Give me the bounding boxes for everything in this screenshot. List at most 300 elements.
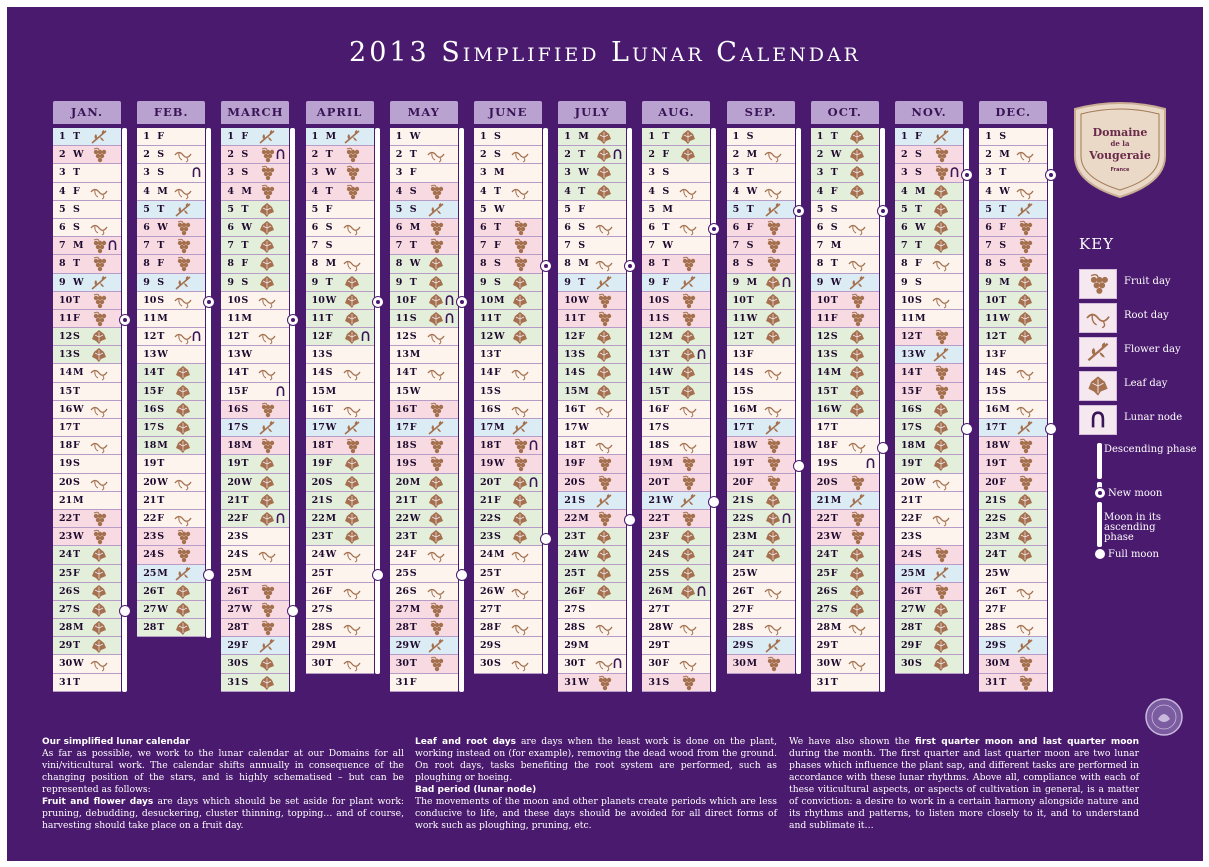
day-row[interactable] (53, 492, 121, 510)
day-row[interactable] (53, 583, 121, 601)
day-row[interactable] (811, 128, 879, 146)
day-row[interactable] (474, 619, 542, 637)
day-row[interactable] (558, 146, 626, 164)
day-row[interactable] (53, 328, 121, 346)
day-row[interactable] (979, 128, 1047, 146)
day-row[interactable] (979, 492, 1047, 510)
day-row[interactable] (811, 274, 879, 292)
day-row[interactable] (895, 383, 963, 401)
day-row[interactable] (727, 183, 795, 201)
day-row[interactable] (811, 364, 879, 382)
day-row[interactable] (979, 164, 1047, 182)
day-row[interactable] (895, 237, 963, 255)
day-row[interactable] (474, 164, 542, 182)
day-row[interactable] (221, 128, 289, 146)
day-row[interactable] (895, 655, 963, 673)
day-row[interactable] (390, 237, 458, 255)
day-row[interactable] (474, 146, 542, 164)
day-row[interactable] (53, 546, 121, 564)
day-row[interactable] (895, 565, 963, 583)
day-row[interactable] (979, 292, 1047, 310)
day-row[interactable] (979, 528, 1047, 546)
day-row[interactable] (474, 419, 542, 437)
day-row[interactable] (642, 128, 710, 146)
day-row[interactable] (558, 455, 626, 473)
day-row[interactable] (53, 401, 121, 419)
day-row[interactable] (474, 201, 542, 219)
day-row[interactable] (474, 401, 542, 419)
day-row[interactable] (727, 364, 795, 382)
day-row[interactable] (474, 274, 542, 292)
day-row[interactable] (306, 146, 374, 164)
day-row[interactable] (306, 437, 374, 455)
day-row[interactable] (558, 474, 626, 492)
day-row[interactable] (558, 328, 626, 346)
day-row[interactable] (811, 565, 879, 583)
day-row[interactable] (390, 637, 458, 655)
day-row[interactable] (221, 401, 289, 419)
day-row[interactable] (811, 164, 879, 182)
day-row[interactable] (221, 546, 289, 564)
day-row[interactable] (53, 346, 121, 364)
day-row[interactable] (306, 601, 374, 619)
day-row[interactable] (474, 655, 542, 673)
day-row[interactable] (474, 128, 542, 146)
day-row[interactable] (53, 437, 121, 455)
day-row[interactable] (221, 364, 289, 382)
day-row[interactable] (642, 674, 710, 692)
day-row[interactable] (137, 383, 205, 401)
day-row[interactable] (642, 655, 710, 673)
day-row[interactable] (979, 510, 1047, 528)
day-row[interactable] (306, 565, 374, 583)
day-row[interactable] (979, 219, 1047, 237)
day-row[interactable] (474, 237, 542, 255)
day-row[interactable] (137, 364, 205, 382)
day-row[interactable] (306, 328, 374, 346)
day-row[interactable] (137, 601, 205, 619)
day-row[interactable] (727, 565, 795, 583)
day-row[interactable] (53, 183, 121, 201)
day-row[interactable] (53, 383, 121, 401)
day-row[interactable] (390, 401, 458, 419)
day-row[interactable] (137, 492, 205, 510)
day-row[interactable] (390, 310, 458, 328)
day-row[interactable] (137, 510, 205, 528)
day-row[interactable] (221, 419, 289, 437)
day-row[interactable] (137, 474, 205, 492)
day-row[interactable] (390, 510, 458, 528)
day-row[interactable] (811, 528, 879, 546)
day-row[interactable] (474, 601, 542, 619)
day-row[interactable] (895, 292, 963, 310)
day-row[interactable] (727, 528, 795, 546)
day-row[interactable] (390, 565, 458, 583)
day-row[interactable] (642, 401, 710, 419)
day-row[interactable] (53, 455, 121, 473)
day-row[interactable] (811, 583, 879, 601)
day-row[interactable] (221, 274, 289, 292)
day-row[interactable] (221, 565, 289, 583)
day-row[interactable] (895, 164, 963, 182)
day-row[interactable] (306, 292, 374, 310)
day-row[interactable] (642, 601, 710, 619)
day-row[interactable] (558, 255, 626, 273)
day-row[interactable] (474, 437, 542, 455)
day-row[interactable] (811, 637, 879, 655)
day-row[interactable] (390, 492, 458, 510)
day-row[interactable] (895, 274, 963, 292)
day-row[interactable] (642, 237, 710, 255)
day-row[interactable] (474, 546, 542, 564)
day-row[interactable] (895, 437, 963, 455)
day-row[interactable] (642, 164, 710, 182)
day-row[interactable] (895, 128, 963, 146)
day-row[interactable] (390, 328, 458, 346)
day-row[interactable] (727, 492, 795, 510)
day-row[interactable] (811, 146, 879, 164)
day-row[interactable] (811, 510, 879, 528)
day-row[interactable] (137, 237, 205, 255)
day-row[interactable] (53, 201, 121, 219)
day-row[interactable] (727, 401, 795, 419)
day-row[interactable] (474, 455, 542, 473)
day-row[interactable] (390, 128, 458, 146)
day-row[interactable] (558, 292, 626, 310)
day-row[interactable] (558, 346, 626, 364)
day-row[interactable] (221, 383, 289, 401)
day-row[interactable] (979, 255, 1047, 273)
day-row[interactable] (811, 455, 879, 473)
day-row[interactable] (137, 292, 205, 310)
day-row[interactable] (727, 255, 795, 273)
day-row[interactable] (979, 655, 1047, 673)
day-row[interactable] (558, 310, 626, 328)
day-row[interactable] (979, 619, 1047, 637)
day-row[interactable] (979, 674, 1047, 692)
day-row[interactable] (727, 655, 795, 673)
day-row[interactable] (221, 510, 289, 528)
day-row[interactable] (642, 346, 710, 364)
day-row[interactable] (895, 601, 963, 619)
day-row[interactable] (727, 128, 795, 146)
day-row[interactable] (558, 419, 626, 437)
day-row[interactable] (221, 146, 289, 164)
day-row[interactable] (727, 419, 795, 437)
day-row[interactable] (474, 328, 542, 346)
day-row[interactable] (642, 183, 710, 201)
day-row[interactable] (895, 528, 963, 546)
day-row[interactable] (895, 455, 963, 473)
day-row[interactable] (221, 492, 289, 510)
day-row[interactable] (53, 637, 121, 655)
day-row[interactable] (137, 565, 205, 583)
day-row[interactable] (642, 383, 710, 401)
day-row[interactable] (895, 474, 963, 492)
day-row[interactable] (979, 183, 1047, 201)
day-row[interactable] (558, 492, 626, 510)
day-row[interactable] (390, 255, 458, 273)
day-row[interactable] (390, 619, 458, 637)
day-row[interactable] (895, 219, 963, 237)
day-row[interactable] (53, 674, 121, 692)
day-row[interactable] (390, 601, 458, 619)
day-row[interactable] (727, 546, 795, 564)
day-row[interactable] (474, 183, 542, 201)
day-row[interactable] (642, 328, 710, 346)
day-row[interactable] (727, 510, 795, 528)
day-row[interactable] (642, 619, 710, 637)
day-row[interactable] (474, 364, 542, 382)
day-row[interactable] (895, 364, 963, 382)
day-row[interactable] (895, 146, 963, 164)
day-row[interactable] (306, 274, 374, 292)
day-row[interactable] (811, 346, 879, 364)
day-row[interactable] (390, 383, 458, 401)
day-row[interactable] (558, 201, 626, 219)
day-row[interactable] (53, 364, 121, 382)
day-row[interactable] (53, 292, 121, 310)
day-row[interactable] (53, 655, 121, 673)
day-row[interactable] (221, 619, 289, 637)
day-row[interactable] (53, 219, 121, 237)
day-row[interactable] (53, 419, 121, 437)
day-row[interactable] (642, 455, 710, 473)
day-row[interactable] (306, 401, 374, 419)
day-row[interactable] (979, 565, 1047, 583)
day-row[interactable] (558, 510, 626, 528)
day-row[interactable] (306, 419, 374, 437)
day-row[interactable] (390, 474, 458, 492)
day-row[interactable] (979, 346, 1047, 364)
day-row[interactable] (53, 255, 121, 273)
day-row[interactable] (811, 292, 879, 310)
day-row[interactable] (137, 274, 205, 292)
day-row[interactable] (979, 401, 1047, 419)
day-row[interactable] (306, 637, 374, 655)
day-row[interactable] (390, 528, 458, 546)
day-row[interactable] (474, 565, 542, 583)
day-row[interactable] (53, 528, 121, 546)
day-row[interactable] (727, 637, 795, 655)
day-row[interactable] (642, 146, 710, 164)
day-row[interactable] (390, 164, 458, 182)
day-row[interactable] (558, 401, 626, 419)
day-row[interactable] (137, 419, 205, 437)
day-row[interactable] (979, 601, 1047, 619)
day-row[interactable] (306, 528, 374, 546)
day-row[interactable] (221, 201, 289, 219)
day-row[interactable] (558, 565, 626, 583)
day-row[interactable] (979, 274, 1047, 292)
day-row[interactable] (811, 328, 879, 346)
day-row[interactable] (137, 437, 205, 455)
day-row[interactable] (895, 510, 963, 528)
day-row[interactable] (390, 546, 458, 564)
day-row[interactable] (727, 583, 795, 601)
day-row[interactable] (979, 310, 1047, 328)
day-row[interactable] (474, 637, 542, 655)
day-row[interactable] (221, 601, 289, 619)
day-row[interactable] (221, 237, 289, 255)
day-row[interactable] (979, 637, 1047, 655)
day-row[interactable] (137, 583, 205, 601)
day-row[interactable] (895, 328, 963, 346)
day-row[interactable] (221, 583, 289, 601)
day-row[interactable] (642, 528, 710, 546)
day-row[interactable] (811, 401, 879, 419)
day-row[interactable] (811, 183, 879, 201)
day-row[interactable] (306, 219, 374, 237)
day-row[interactable] (642, 637, 710, 655)
day-row[interactable] (137, 310, 205, 328)
day-row[interactable] (895, 583, 963, 601)
day-row[interactable] (137, 255, 205, 273)
day-row[interactable] (306, 474, 374, 492)
day-row[interactable] (137, 219, 205, 237)
day-row[interactable] (306, 255, 374, 273)
day-row[interactable] (979, 364, 1047, 382)
day-row[interactable] (306, 164, 374, 182)
day-row[interactable] (642, 419, 710, 437)
day-row[interactable] (727, 292, 795, 310)
day-row[interactable] (811, 237, 879, 255)
day-row[interactable] (221, 164, 289, 182)
day-row[interactable] (558, 364, 626, 382)
day-row[interactable] (979, 146, 1047, 164)
day-row[interactable] (137, 164, 205, 182)
day-row[interactable] (727, 219, 795, 237)
day-row[interactable] (895, 492, 963, 510)
day-row[interactable] (979, 383, 1047, 401)
day-row[interactable] (306, 364, 374, 382)
day-row[interactable] (221, 528, 289, 546)
day-row[interactable] (306, 383, 374, 401)
day-row[interactable] (558, 437, 626, 455)
day-row[interactable] (811, 201, 879, 219)
day-row[interactable] (474, 255, 542, 273)
day-row[interactable] (390, 583, 458, 601)
day-row[interactable] (474, 219, 542, 237)
day-row[interactable] (306, 237, 374, 255)
day-row[interactable] (306, 655, 374, 673)
day-row[interactable] (137, 328, 205, 346)
day-row[interactable] (895, 255, 963, 273)
day-row[interactable] (895, 346, 963, 364)
day-row[interactable] (558, 274, 626, 292)
day-row[interactable] (811, 255, 879, 273)
day-row[interactable] (53, 146, 121, 164)
day-row[interactable] (558, 164, 626, 182)
day-row[interactable] (53, 474, 121, 492)
day-row[interactable] (137, 528, 205, 546)
day-row[interactable] (390, 292, 458, 310)
day-row[interactable] (979, 237, 1047, 255)
day-row[interactable] (727, 237, 795, 255)
day-row[interactable] (390, 364, 458, 382)
day-row[interactable] (221, 328, 289, 346)
day-row[interactable] (979, 474, 1047, 492)
day-row[interactable] (895, 201, 963, 219)
day-row[interactable] (642, 219, 710, 237)
day-row[interactable] (727, 164, 795, 182)
day-row[interactable] (727, 146, 795, 164)
day-row[interactable] (642, 292, 710, 310)
day-row[interactable] (390, 201, 458, 219)
day-row[interactable] (137, 619, 205, 637)
day-row[interactable] (306, 546, 374, 564)
day-row[interactable] (390, 437, 458, 455)
day-row[interactable] (642, 437, 710, 455)
day-row[interactable] (727, 437, 795, 455)
day-row[interactable] (558, 655, 626, 673)
day-row[interactable] (642, 201, 710, 219)
day-row[interactable] (306, 346, 374, 364)
day-row[interactable] (306, 201, 374, 219)
day-row[interactable] (474, 510, 542, 528)
day-row[interactable] (895, 546, 963, 564)
day-row[interactable] (727, 346, 795, 364)
day-row[interactable] (390, 146, 458, 164)
day-row[interactable] (727, 274, 795, 292)
day-row[interactable] (474, 583, 542, 601)
day-row[interactable] (53, 164, 121, 182)
day-row[interactable] (390, 346, 458, 364)
day-row[interactable] (221, 674, 289, 692)
day-row[interactable] (727, 310, 795, 328)
day-row[interactable] (895, 419, 963, 437)
day-row[interactable] (474, 383, 542, 401)
day-row[interactable] (558, 237, 626, 255)
day-row[interactable] (642, 510, 710, 528)
day-row[interactable] (221, 474, 289, 492)
day-row[interactable] (727, 619, 795, 637)
day-row[interactable] (811, 546, 879, 564)
day-row[interactable] (221, 255, 289, 273)
day-row[interactable] (895, 637, 963, 655)
day-row[interactable] (811, 219, 879, 237)
day-row[interactable] (811, 474, 879, 492)
day-row[interactable] (558, 583, 626, 601)
day-row[interactable] (642, 546, 710, 564)
day-row[interactable] (53, 565, 121, 583)
day-row[interactable] (137, 401, 205, 419)
day-row[interactable] (558, 546, 626, 564)
day-row[interactable] (727, 328, 795, 346)
day-row[interactable] (53, 619, 121, 637)
day-row[interactable] (306, 310, 374, 328)
day-row[interactable] (811, 419, 879, 437)
day-row[interactable] (558, 383, 626, 401)
day-row[interactable] (137, 546, 205, 564)
day-row[interactable] (895, 619, 963, 637)
day-row[interactable] (642, 565, 710, 583)
day-row[interactable] (895, 183, 963, 201)
day-row[interactable] (558, 674, 626, 692)
day-row[interactable] (895, 401, 963, 419)
day-row[interactable] (137, 455, 205, 473)
day-row[interactable] (642, 492, 710, 510)
day-row[interactable] (390, 674, 458, 692)
day-row[interactable] (979, 546, 1047, 564)
day-row[interactable] (306, 128, 374, 146)
day-row[interactable] (221, 455, 289, 473)
day-row[interactable] (221, 637, 289, 655)
day-row[interactable] (979, 455, 1047, 473)
day-row[interactable] (727, 601, 795, 619)
day-row[interactable] (811, 655, 879, 673)
day-row[interactable] (474, 292, 542, 310)
